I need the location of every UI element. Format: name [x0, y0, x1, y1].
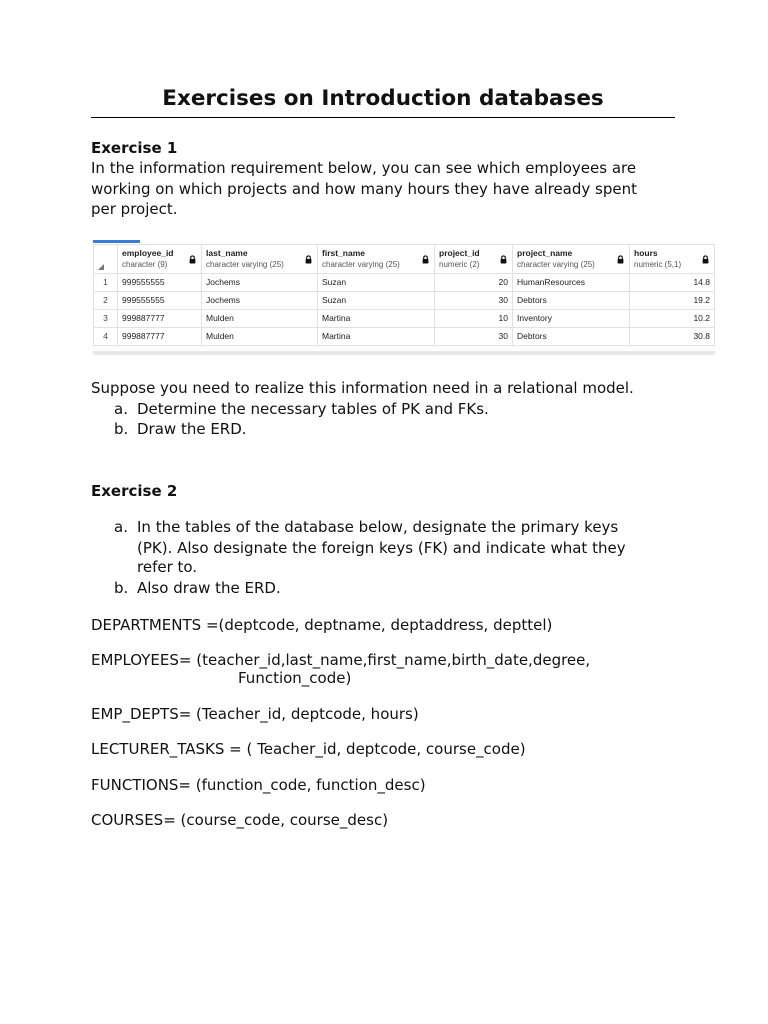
schema-employees-line-2: Function_code): [238, 669, 352, 687]
list-marker: a.: [114, 400, 128, 418]
table-cell[interactable]: 19.2: [630, 292, 715, 310]
table-row[interactable]: [94, 274, 715, 292]
table-cell[interactable]: 999887777: [118, 310, 202, 328]
column-name: employee_id: [122, 248, 174, 258]
list-item-text-line-3: refer to.: [137, 558, 198, 576]
lock-icon: [616, 255, 625, 264]
column-name: last_name: [206, 248, 248, 258]
exercise-2-heading: Exercise 2: [91, 482, 178, 500]
list-item-text-line-2: (PK). Also designate the foreign keys (FK) and indicate what they: [137, 538, 626, 557]
column-header[interactable]: [435, 245, 513, 274]
table-cell[interactable]: Martina: [318, 310, 435, 328]
table-cell[interactable]: Suzan: [318, 274, 435, 292]
schema-emp-depts: EMP_DEPTS= (Teacher_id, deptcode, hours): [91, 705, 419, 723]
table-cell[interactable]: Debtors: [513, 328, 630, 346]
column-type: character varying (25): [517, 260, 595, 269]
exercise-1-heading: Exercise 1: [91, 139, 178, 157]
lock-icon: [188, 255, 197, 264]
table-header-row: [94, 245, 715, 274]
select-all-corner-icon[interactable]: [98, 264, 104, 270]
schema-lecturer-tasks: LECTURER_TASKS = ( Teacher_id, deptcode, course_code): [91, 740, 526, 758]
column-type: character varying (25): [206, 260, 284, 269]
list-marker: a.: [114, 518, 128, 536]
schema-departments: DEPARTMENTS =(deptcode, deptname, deptaddress, depttel): [91, 616, 553, 634]
table-cell[interactable]: 30.8: [630, 328, 715, 346]
table-cell[interactable]: Debtors: [513, 292, 630, 310]
column-header[interactable]: [202, 245, 318, 274]
list-marker: b.: [114, 420, 129, 438]
row-number-header: [94, 245, 118, 274]
column-name: first_name: [322, 248, 365, 258]
table-cell[interactable]: Jochems: [202, 292, 318, 310]
table-cell[interactable]: 999555555: [118, 292, 202, 310]
column-type: character (9): [122, 260, 168, 269]
lock-icon: [304, 255, 313, 264]
column-name: project_id: [439, 248, 480, 258]
row-number: 4: [94, 328, 118, 346]
grid-scrollbar[interactable]: [93, 351, 715, 355]
table-row[interactable]: [94, 328, 715, 346]
table-cell[interactable]: 10: [435, 310, 513, 328]
result-table: [93, 244, 715, 346]
table-cell[interactable]: 10.2: [630, 310, 715, 328]
column-type: numeric (2): [439, 260, 480, 269]
table-cell[interactable]: 20: [435, 274, 513, 292]
table-cell[interactable]: 14.8: [630, 274, 715, 292]
exercise-1-after-text: Suppose you need to realize this information need in a relational model.: [91, 379, 634, 397]
lock-icon: [701, 255, 710, 264]
title-underline: [91, 117, 675, 118]
table-cell[interactable]: Mulden: [202, 310, 318, 328]
list-item-text: Determine the necessary tables of PK and FKs.: [137, 400, 489, 418]
row-number: 3: [94, 310, 118, 328]
column-type: numeric (5,1): [634, 260, 682, 269]
document-title: Exercises on Introduction databases: [162, 86, 604, 111]
table-row[interactable]: [94, 310, 715, 328]
table-cell[interactable]: Inventory: [513, 310, 630, 328]
schema-employees-line-1: EMPLOYEES= (teacher_id,last_name,first_name,birth_date,degree,: [91, 651, 591, 669]
column-header[interactable]: [318, 245, 435, 274]
column-type: character varying (25): [322, 260, 400, 269]
grid-tab-accent: [93, 240, 140, 243]
list-marker: b.: [114, 579, 129, 597]
lock-icon: [499, 255, 508, 264]
table-cell[interactable]: 30: [435, 292, 513, 310]
query-result-grid: [93, 240, 715, 355]
row-number: 1: [94, 274, 118, 292]
table-cell[interactable]: HumanResources: [513, 274, 630, 292]
column-header[interactable]: [630, 245, 715, 274]
exercise-1-intro-line-1: In the information requirement below, you can see which employees are: [91, 159, 637, 177]
table-cell[interactable]: 999887777: [118, 328, 202, 346]
column-name: project_name: [517, 248, 573, 258]
lock-icon: [421, 255, 430, 264]
row-number: 2: [94, 292, 118, 310]
schema-functions: FUNCTIONS= (function_code, function_desc): [91, 776, 426, 794]
list-item-text-line-1: In the tables of the database below, designate the primary keys: [137, 518, 619, 536]
column-name: hours: [634, 248, 658, 258]
table-cell[interactable]: Suzan: [318, 292, 435, 310]
table-cell[interactable]: Jochems: [202, 274, 318, 292]
exercise-1-intro-line-3: per project.: [91, 200, 178, 218]
table-cell[interactable]: 30: [435, 328, 513, 346]
table-cell[interactable]: 999555555: [118, 274, 202, 292]
column-header[interactable]: [513, 245, 630, 274]
column-header[interactable]: [118, 245, 202, 274]
exercise-1-intro-line-2: working on which projects and how many hours they have already spent: [91, 180, 637, 198]
table-cell[interactable]: Mulden: [202, 328, 318, 346]
list-item-text: Also draw the ERD.: [137, 579, 281, 597]
schema-courses: COURSES= (course_code, course_desc): [91, 811, 389, 829]
table-row[interactable]: [94, 292, 715, 310]
table-cell[interactable]: Martina: [318, 328, 435, 346]
list-item-text: Draw the ERD.: [137, 420, 247, 438]
